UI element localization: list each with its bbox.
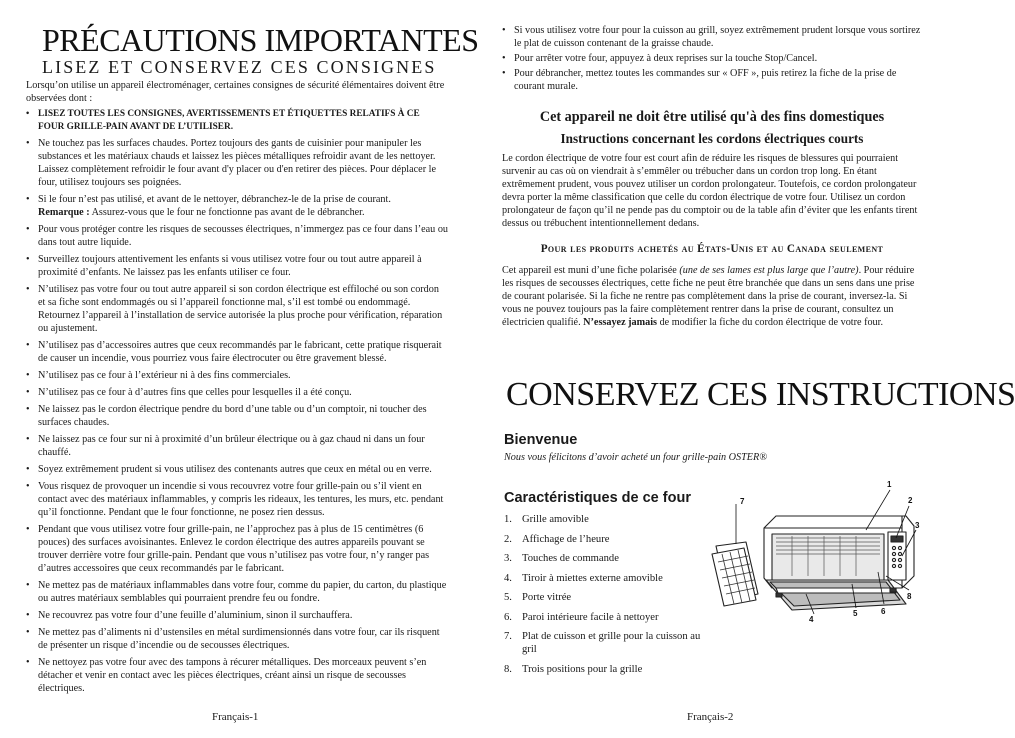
- callout-label: 2: [908, 496, 913, 505]
- list-item: • Soyez extrêmement prudent si vous utilisez des contenants autres que ceux en métal ou en verre.: [26, 463, 448, 476]
- feature-number: 7.: [504, 631, 512, 642]
- feature-number: 8.: [504, 663, 512, 675]
- list-item: • LISEZ TOUTES LES CONSIGNES, AVERTISSEMENTS ET ÉTIQUETTES RELATIFS À CE FOUR GRILLE-PAIN AVANT DE L’UTILISER.: [26, 108, 448, 134]
- list-item: • Ne touchez pas les surfaces chaudes. Portez toujours des gants de cuisinier pour manipuler les substances et les matériaux chauds et laissez les pièces métalliques refroidir avant de les nettoyer. Laissez complètement refroidir le four avant d'y placer ou d'en retirer des pièces. Pour déplacer le four, utilisez toujours ses poignées.: [26, 137, 448, 189]
- feature-item: [504, 630, 704, 656]
- welcome-heading: Bienvenue: [504, 432, 578, 448]
- feature-label: Touches de commande: [522, 553, 619, 564]
- feature-number: 4.: [504, 572, 512, 584]
- safety-list: [26, 108, 448, 699]
- feature-item: [504, 533, 704, 546]
- feature-item: [504, 552, 704, 565]
- callout-label: 4: [809, 615, 814, 624]
- page-title-conservez: CONSERVEZ CES INSTRUCTIONS: [506, 376, 1015, 413]
- list-item: • Pour débrancher, mettez toutes les commandes sur « OFF », puis retirez la fiche de la prise de courant murale.: [502, 67, 922, 93]
- list-item: • N’utilisez pas ce four à d’autres fins que celles pour lesquelles il a été conçu.: [26, 386, 448, 399]
- list-item-text: Si le four n’est pas utilisé, et avant de le nettoyer, débranchez-le de la prise de courant.: [38, 194, 391, 205]
- feature-number: 5.: [504, 592, 512, 603]
- list-item: • Pour vous protéger contre les risques de secousses électriques, n’immergez pas ce four dans l’eau ou dans tout autre liquide.: [26, 223, 448, 249]
- callout-label: 7: [740, 497, 745, 506]
- list-item: • Ne laissez pas ce four sur ni à proximité d’un brûleur électrique ou à gaz chaud ni dans un four chauffé.: [26, 433, 448, 459]
- remark-label: Remarque :: [38, 207, 90, 218]
- feature-label: Paroi intérieure facile à nettoyer: [522, 611, 659, 623]
- list-item: • Pendant que vous utilisez votre four grille-pain, ne l’approchez pas à plus de 15 centimètres (6 pouces) des surfaces avoisinantes. Enlevez le cordon électrique des autres appareils pouvant se trouver derrière votre four grille-pain. Pendant que vous n’utilisez pas votre four, n’y ranger pas d’autres accessoires que ceux recommandés par le fabricant.: [26, 523, 448, 575]
- short-cord-paragraph: Le cordon électrique de votre four est court afin de réduire les risques de blessures qui pourraient survenir au cas où on viendrait à s’emmêler ou trébucher dans un cordon trop long. En étant extrêmement prudent, vous pouvez utiliser un cordon prolongateur. Toutefois, ce cordon prolongateur devra porter la même classification que celle du cordon électrique de votre four. Utilisez un cordon prolongateur de façon qu’il ne pende pas du comptoir ou de la table afin d’éviter que les enfants tirent dessus ou trébuchent intentionnellement dedans.: [502, 153, 918, 229]
- remark-text: Assurez-vous que le four ne fonctionne pas avant de le débrancher.: [89, 207, 365, 218]
- callout-label: 6: [881, 607, 886, 616]
- toaster-oven-diagram: [706, 476, 928, 626]
- polarized-plug-paragraph: [502, 264, 922, 329]
- callout-label: 1: [887, 480, 892, 489]
- feature-number: 3.: [504, 553, 512, 564]
- feature-item: [504, 663, 704, 676]
- page-number-right: Français-2: [687, 711, 734, 723]
- feature-label: Trois positions pour la grille: [522, 663, 643, 675]
- page-number-left: Français-1: [212, 711, 259, 723]
- feature-number: 2.: [504, 533, 512, 545]
- list-item: • N’utilisez pas votre four ou tout autre appareil si son cordon électrique est effiloché ou son cordon et sa fiche sont endommagés ou si l’appareil fonctionne mal, s’il est tombé ou endommagé. Retournez l’appareil à l’installation de service autorisée la plus proche pour vérification, réparation ou ajustement.: [26, 283, 448, 335]
- intro-paragraph: Lorsqu’on utilise un appareil électroménager, certaines consignes de sécurité élémentaires doivent être observées dont :: [26, 80, 445, 104]
- safety-list-continued: [502, 24, 922, 95]
- list-item: • Ne recouvrez pas votre four d’une feuille d’aluminium, sinon il surchauffera.: [26, 609, 448, 622]
- list-item: • N’utilisez pas ce four à l’extérieur ni à des fins commerciales.: [26, 369, 448, 382]
- plug-text: . Pour réduire les risques de secousses électriques, cette fiche ne peut être branchée que dans un sens dans une prise de courant polarisée. Si la fiche ne rentre pas complètement dans la prise de courant, inversez-la. Si vous ne pouvez toujours pas la faire complètement rentrer dans la prise de courant, consultez un électricien qualifié.: [502, 265, 915, 328]
- list-item: [26, 193, 448, 219]
- feature-label: Affichage de l’heure: [522, 533, 610, 545]
- plug-text-bold: N’essayez jamais: [583, 317, 658, 328]
- features-list: [504, 513, 704, 682]
- welcome-text: Nous vous félicitons d’avoir acheté un four grille-pain OSTER®: [504, 452, 767, 463]
- domestic-use-heading: Cet appareil ne doit être utilisé qu'à des fins domestiques: [539, 109, 885, 125]
- feature-item: [504, 572, 704, 585]
- feature-label: Tiroir à miettes externe amovible: [522, 572, 663, 584]
- callout-label: 5: [853, 609, 858, 618]
- list-item: • N’utilisez pas d’accessoires autres que ceux recommandés par le fabricant, cette pratique risquerait de causer un incendie, vous pourriez vous faire électrocuter ou être gravement blessé.: [26, 339, 448, 365]
- callout-label: 3: [915, 521, 920, 530]
- feature-number: 6.: [504, 611, 512, 623]
- list-item: • Ne mettez pas d’aliments ni d’ustensiles en métal surdimensionnés dans votre four, car ils risquent de présenter un risque d’incendie ou de secousses électriques.: [26, 626, 448, 652]
- plug-text: de modifier la fiche du cordon électrique de votre four.: [657, 317, 884, 328]
- list-item: • Vous risquez de provoquer un incendie si vous recouvrez votre four grille-pain ou s’il vient en contact avec des matériaux inflammables, y compris les rideaux, les tentures, les murs, etc. pendant qu’il fonctionne. Pendant que le four fonctionne, ne posez rien dessus.: [26, 480, 448, 519]
- list-item: • Si vous utilisez votre four pour la cuisson au grill, soyez extrêmement prudent lorsque vous sortirez le plat de cuisson contenant de la graisse chaude.: [502, 24, 922, 50]
- feature-item: [504, 611, 704, 624]
- feature-item: [504, 513, 704, 526]
- list-item: • Ne laissez pas le cordon électrique pendre du bord d’une table ou d’un comptoir, ni toucher des surfaces chaudes.: [26, 403, 448, 429]
- feature-label: Grille amovible: [522, 514, 589, 525]
- plug-text: Cet appareil est muni d’une fiche polarisée: [502, 265, 680, 276]
- plug-text-italic: (une de ses lames est plus large que l’autre): [679, 265, 859, 276]
- list-item: • Ne nettoyez pas votre four avec des tampons à récurer métalliques. Des morceaux peuvent s’en détacher et venir en contact avec les pièces électriques, créant ainsi un risque de secousses électriques.: [26, 656, 448, 695]
- usa-canada-heading: Pour les produits achetés au États-Unis et au Canada seulement: [540, 243, 884, 255]
- list-item: • Ne mettez pas de matériaux inflammables dans votre four, comme du papier, du carton, du plastique ou autres matériaux semblables qui pourraient prendre feu ou fondre.: [26, 579, 448, 605]
- feature-number: 1.: [504, 514, 512, 525]
- feature-item: [504, 591, 704, 604]
- page-subtitle: LISEZ ET CONSERVEZ CES CONSIGNES: [42, 57, 437, 77]
- feature-label: Porte vitrée: [522, 592, 572, 603]
- features-heading: Caractéristiques de ce four: [504, 490, 691, 506]
- short-cord-heading: Instructions concernant les cordons électriques courts: [560, 131, 864, 146]
- list-item: • Surveillez toujours attentivement les enfants si vous utilisez votre four ou tout autre appareil à proximité d’enfants. Ne laissez pas les enfants utiliser ce four.: [26, 253, 448, 279]
- list-item: • Pour arrêter votre four, appuyez à deux reprises sur la touche Stop/Cancel.: [502, 52, 922, 65]
- feature-label: Plat de cuisson et grille pour la cuisson au gril: [522, 631, 701, 655]
- page-title-precautions: PRÉCAUTIONS IMPORTANTES: [42, 22, 479, 58]
- callout-label: 8: [907, 592, 912, 601]
